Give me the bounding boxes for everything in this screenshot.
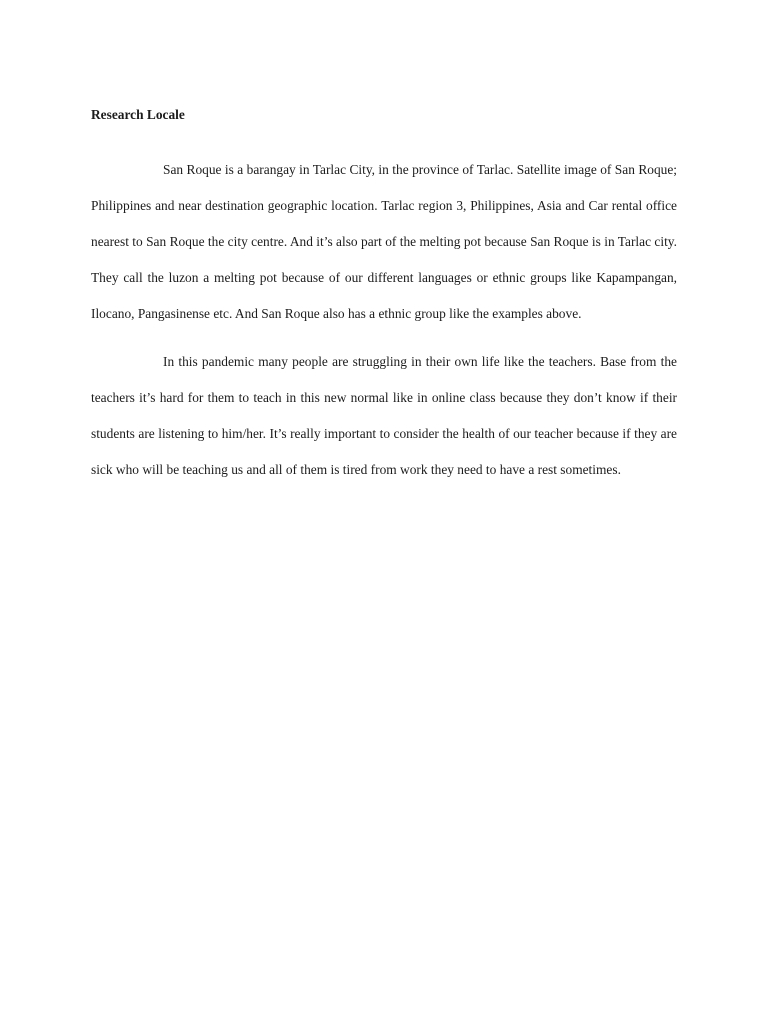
document-body xyxy=(91,104,677,500)
paragraph-1: San Roque is a barangay in Tarlac City, in the province of Tarlac. Satellite image of San Roque; Philippines and near destination geographic location. Tarlac region 3, Philippines, Asia and Car rental office nearest to San Roque the city centre. And it’s also part of the melting pot because San Roque is in Tarlac city. They call the luzon a melting pot because of our different languages or ethnic groups like Kapampangan, Ilocano, Pangasinense etc. And San Roque also has a ethnic group like the examples above. xyxy=(91,162,677,321)
section-heading: Research Locale xyxy=(91,107,185,122)
paragraph-2: In this pandemic many people are struggling in their own life like the teachers. Base from the teachers it’s hard for them to teach in this new normal like in online class because they don’t know if their students are listening to him/her. It’s really important to consider the health of our teacher because if they are sick who will be teaching us and all of them is tired from work they need to have a rest sometimes. xyxy=(91,354,677,477)
